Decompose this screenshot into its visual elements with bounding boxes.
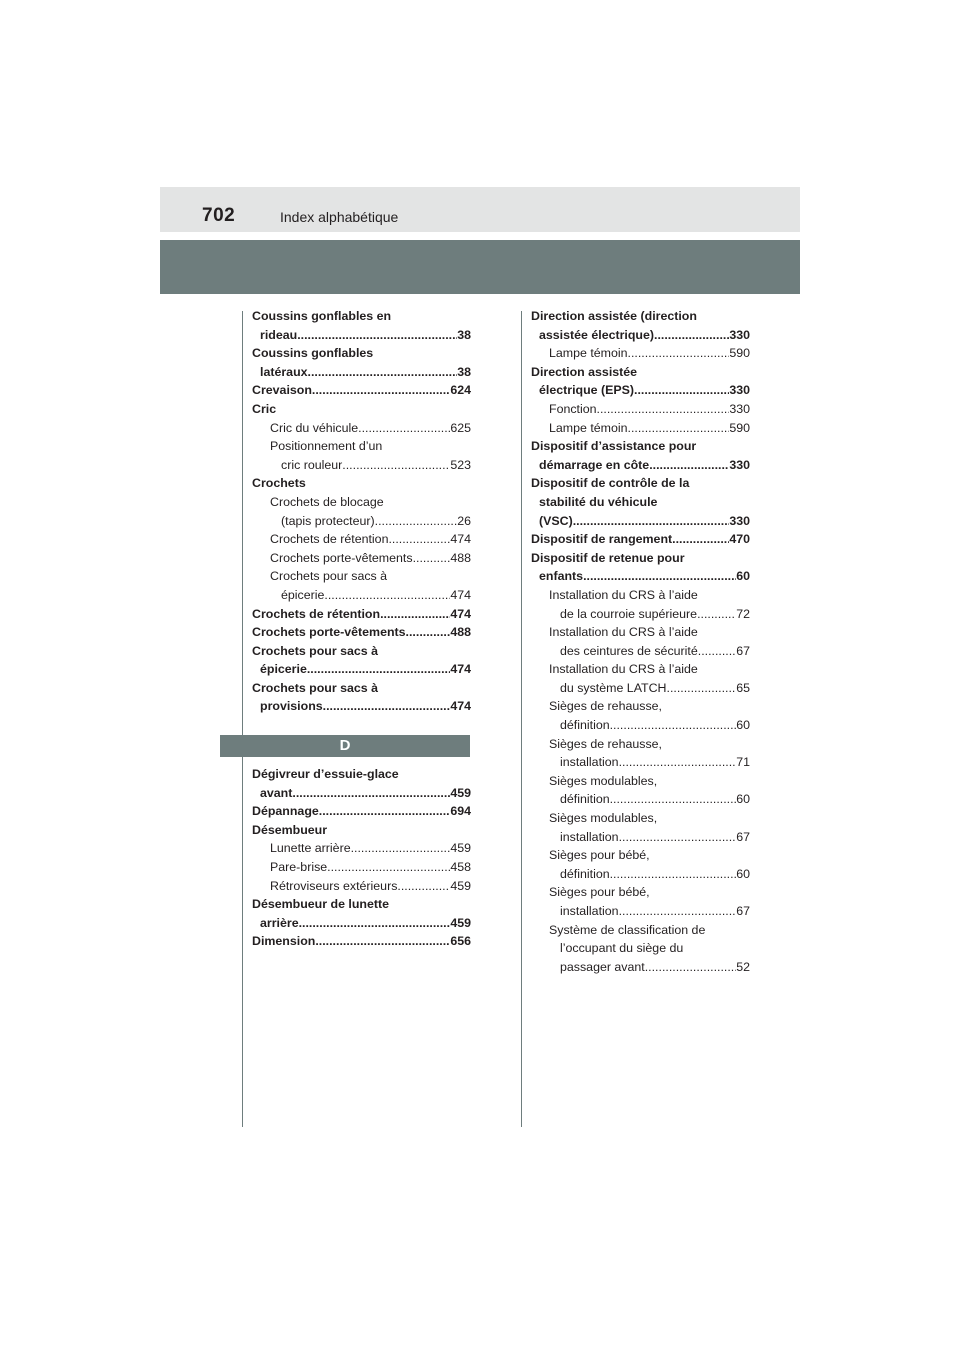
- dot-leader: [573, 512, 730, 531]
- entry-text: Dégivreur d’essuie-glace: [252, 767, 399, 782]
- page-reference: 60: [736, 718, 750, 733]
- entry-text: Désembueur: [252, 822, 328, 837]
- page-number: 702: [202, 205, 236, 226]
- entry-text: Installation du CRS à l’aide: [549, 662, 698, 677]
- header-bar: [160, 187, 800, 232]
- dot-leader: [312, 381, 450, 400]
- dot-leader: [297, 326, 457, 345]
- entry-line: [252, 530, 471, 549]
- entry-text: installation: [560, 904, 619, 918]
- index-subentry: [531, 586, 750, 623]
- entry-text: Sièges de rehausse,: [549, 699, 662, 714]
- index-entry: [252, 642, 471, 679]
- page-reference: 474: [450, 662, 471, 677]
- index-subentry: [252, 419, 471, 438]
- entry-line: [252, 456, 471, 475]
- entry-text: Dispositif de retenue pour: [531, 550, 685, 565]
- dot-leader: [649, 456, 729, 475]
- entry-line: [531, 623, 750, 642]
- page-reference: 459: [450, 878, 471, 893]
- dot-leader: [315, 932, 450, 951]
- dot-leader: [380, 605, 450, 624]
- entry-line: [252, 877, 471, 896]
- entry-line: [531, 567, 750, 586]
- entry-line: [252, 437, 471, 456]
- entry-text: Crevaison: [252, 383, 312, 398]
- dot-leader: [358, 419, 450, 438]
- page-reference: 488: [450, 550, 471, 565]
- entry-text: Rétroviseurs extérieurs: [270, 878, 398, 893]
- entry-text: assistée électrique): [539, 327, 655, 342]
- index-subentry: [531, 883, 750, 920]
- entry-text: épicerie: [281, 587, 325, 602]
- entry-line: [252, 642, 471, 661]
- index-entry: [531, 549, 750, 586]
- entry-line: [531, 790, 750, 809]
- page-reference: 60: [736, 569, 750, 584]
- entry-text: Sièges pour bébé,: [549, 885, 650, 900]
- index-subentry: [531, 809, 750, 846]
- entry-line: [531, 921, 750, 940]
- dot-leader: [619, 753, 737, 772]
- entry-line: [531, 846, 750, 865]
- page-reference: 590: [729, 420, 750, 435]
- page-reference: 330: [729, 457, 750, 472]
- entry-line: [252, 326, 471, 345]
- entry-line: [531, 307, 750, 326]
- index-entry: [252, 474, 471, 493]
- index-subentry: [531, 735, 750, 772]
- entry-line: [531, 772, 750, 791]
- entry-line: [531, 344, 750, 363]
- page-reference: 26: [457, 513, 471, 528]
- entry-text: Sièges modulables,: [549, 811, 658, 826]
- index-subentry: [252, 877, 471, 896]
- index-subentry: [252, 530, 471, 549]
- page-reference: 470: [729, 532, 750, 547]
- page-reference: 523: [450, 457, 471, 472]
- page-reference: 67: [736, 643, 750, 658]
- entry-line: [252, 605, 471, 624]
- left-column-rule: [242, 311, 243, 1127]
- entry-text: (VSC): [539, 513, 573, 528]
- entry-text: Crochets porte-vêtements: [270, 550, 413, 565]
- entry-text: installation: [560, 755, 619, 770]
- entry-line: [252, 493, 471, 512]
- index-entry: [252, 932, 471, 951]
- entry-line: [531, 400, 750, 419]
- entry-line: [252, 697, 471, 716]
- entry-text: du système LATCH: [560, 680, 667, 695]
- dot-leader: [597, 400, 730, 419]
- entry-text: Sièges pour bébé,: [549, 848, 650, 863]
- page-reference: 474: [450, 606, 471, 621]
- entry-text: Lampe témoin: [549, 420, 628, 435]
- page-reference: 67: [736, 829, 750, 844]
- page-reference: 38: [457, 364, 471, 379]
- index-entry: [252, 344, 471, 381]
- dot-leader: [324, 586, 450, 605]
- entry-line: [252, 474, 471, 493]
- entry-line: [252, 784, 471, 803]
- entry-text: Crochets pour sacs à: [252, 643, 379, 658]
- page-reference: 67: [736, 904, 750, 918]
- entry-text: Dépannage: [252, 804, 319, 819]
- entry-line: [531, 642, 750, 661]
- index-entry: [531, 437, 750, 474]
- entry-text: Positionnement d’un: [270, 439, 383, 454]
- entry-line: [252, 623, 471, 642]
- entry-text: définition: [560, 866, 610, 881]
- entry-text: définition: [560, 718, 610, 733]
- index-subentry: [531, 772, 750, 809]
- entry-line: [531, 586, 750, 605]
- dot-leader: [406, 623, 451, 642]
- entry-text: Installation du CRS à l’aide: [549, 587, 698, 602]
- dot-leader: [610, 865, 737, 884]
- entry-line: [252, 419, 471, 438]
- index-subentry: [531, 623, 750, 660]
- dot-leader: [628, 419, 730, 438]
- entry-line: [252, 586, 471, 605]
- index-entry: [531, 307, 750, 344]
- entry-text: Sièges de rehausse,: [549, 736, 662, 751]
- entry-text: Crochets de blocage: [270, 494, 384, 509]
- entry-text: Coussins gonflables en: [252, 309, 392, 323]
- entry-line: [531, 716, 750, 735]
- index-subentry: [252, 567, 471, 604]
- entry-line: [252, 802, 471, 821]
- entry-line: [252, 344, 471, 363]
- index-subentry: [531, 921, 750, 977]
- entry-text: enfants: [539, 569, 584, 584]
- dot-leader: [413, 549, 451, 568]
- page-reference: 65: [736, 680, 750, 695]
- entry-text: Crochets de rétention: [252, 606, 381, 621]
- entry-text: Direction assistée: [531, 364, 638, 379]
- entry-text: Désembueur de lunette: [252, 897, 390, 912]
- entry-text: démarrage en côte: [539, 457, 650, 472]
- index-entry: [252, 307, 471, 344]
- dot-leader: [292, 784, 450, 803]
- entry-text: l’occupant du siège du: [560, 941, 684, 956]
- entry-line: [531, 437, 750, 456]
- page-reference: 60: [736, 866, 750, 881]
- index-entry: [252, 605, 471, 624]
- dot-leader: [397, 877, 450, 896]
- entry-text: Fonction: [549, 401, 597, 416]
- entry-line: [252, 660, 471, 679]
- section-title: Index alphabétique: [280, 209, 399, 225]
- entry-line: [252, 512, 471, 531]
- entry-text: Crochets porte-vêtements: [252, 625, 406, 640]
- entry-text: latéraux: [260, 364, 308, 379]
- entry-text: Dimension: [252, 934, 316, 949]
- entry-line: [531, 605, 750, 624]
- index-subentry: [252, 839, 471, 858]
- dot-leader: [628, 344, 730, 363]
- page-reference: 590: [729, 346, 750, 361]
- entry-text: rideau: [260, 327, 298, 342]
- dot-leader: [667, 679, 737, 698]
- page-reference: 624: [450, 383, 471, 398]
- entry-line: [531, 679, 750, 698]
- dot-leader: [698, 642, 736, 661]
- index-subentry: [531, 344, 750, 363]
- entry-line: [252, 895, 471, 914]
- page-reference: 72: [736, 606, 750, 621]
- entry-line: [531, 549, 750, 568]
- entry-line: [531, 735, 750, 754]
- index-entry: [531, 530, 750, 549]
- entry-line: [531, 753, 750, 772]
- entry-line: [531, 381, 750, 400]
- entry-text: passager avant.: [560, 959, 649, 974]
- page-reference: 330: [729, 327, 750, 342]
- index-column-right: [531, 307, 750, 976]
- entry-text: Crochets pour sacs à: [270, 569, 388, 584]
- entry-text: installation: [560, 829, 619, 844]
- dot-leader: [308, 363, 458, 382]
- entry-text: de la courroie supérieure: [560, 606, 698, 621]
- page-reference: 459: [450, 915, 471, 930]
- page-reference: 656: [450, 934, 471, 949]
- entry-text: Coussins gonflables: [252, 346, 374, 361]
- index-entry: [252, 623, 471, 642]
- entry-line: [531, 939, 750, 958]
- dot-leader: [648, 958, 736, 977]
- entry-text: provisions: [260, 699, 323, 714]
- page-reference: 694: [450, 804, 471, 819]
- entry-text: avant: [260, 785, 293, 800]
- entry-text: Lunette arrière: [270, 841, 351, 856]
- index-entry: [252, 400, 471, 419]
- index-entry: [252, 802, 471, 821]
- entry-text: électrique (EPS): [539, 383, 635, 398]
- section-letter-bar: D: [220, 735, 470, 757]
- index-subentry: [252, 858, 471, 877]
- page-reference: 38: [457, 327, 471, 342]
- entry-line: [531, 697, 750, 716]
- page-reference: 474: [450, 587, 471, 602]
- entry-line: [252, 307, 471, 326]
- entry-line: [531, 660, 750, 679]
- entry-text: Installation du CRS à l’aide: [549, 625, 698, 640]
- page-reference: 459: [450, 841, 471, 856]
- entry-line: [531, 456, 750, 475]
- page-reference: 458: [450, 860, 471, 875]
- entry-line: [252, 549, 471, 568]
- dot-leader: [342, 456, 450, 475]
- dot-leader: [351, 839, 451, 858]
- entry-text: Crochets de rétention: [270, 532, 389, 547]
- dot-leader: [654, 326, 729, 345]
- index-subentry: [531, 697, 750, 734]
- entry-line: [531, 883, 750, 902]
- entry-line: [252, 932, 471, 951]
- page-reference: 488: [450, 625, 471, 640]
- header-band: [160, 240, 800, 294]
- index-subentry: [531, 846, 750, 883]
- entry-text: épicerie.: [260, 662, 311, 677]
- index-entry: [252, 381, 471, 400]
- dot-leader: [610, 716, 737, 735]
- index-entry: [531, 474, 750, 530]
- entry-text: Dispositif d’assistance pour: [531, 439, 697, 454]
- dot-leader: [610, 790, 737, 809]
- dot-leader: [375, 512, 458, 531]
- entry-line: [531, 493, 750, 512]
- index-subentry: [531, 419, 750, 438]
- entry-line: [531, 828, 750, 847]
- entry-text: Cric du véhicule: [270, 420, 359, 435]
- middle-column-rule: [521, 311, 522, 1127]
- page-reference: 474: [450, 699, 471, 714]
- entry-text: Sièges modulables,: [549, 773, 658, 788]
- entry-text: Dispositif de rangement: [531, 532, 673, 547]
- entry-line: [252, 679, 471, 698]
- entry-text: Dispositif de contrôle de la: [531, 476, 690, 491]
- dot-leader: [672, 530, 729, 549]
- entry-text: cric rouleur: [281, 457, 343, 472]
- entry-line: [531, 363, 750, 382]
- entry-text: Lampe témoin: [549, 346, 628, 361]
- entry-text: Système de classification de: [549, 922, 706, 937]
- dot-leader: [697, 605, 736, 624]
- entry-text: Crochets: [252, 476, 306, 491]
- entry-line: [531, 419, 750, 438]
- page-reference: 459: [450, 785, 471, 800]
- entry-line: [252, 363, 471, 382]
- dot-leader: [619, 902, 737, 921]
- entry-text: Direction assistée (direction: [531, 309, 697, 323]
- entry-line: [252, 567, 471, 586]
- entry-text: définition: [560, 792, 610, 807]
- index-column-left: [252, 307, 471, 951]
- entry-text: des ceintures de sécurité: [560, 643, 698, 658]
- entry-line: [531, 512, 750, 531]
- index-entry: [531, 363, 750, 400]
- index-subentry: [531, 400, 750, 419]
- dot-leader: [310, 660, 450, 679]
- index-entry: [252, 821, 471, 840]
- entry-text: arrière: [260, 915, 299, 930]
- entry-line: [531, 902, 750, 921]
- index-subentry: [531, 660, 750, 697]
- dot-leader: [299, 914, 451, 933]
- dot-leader: [583, 567, 736, 586]
- dot-leader: [319, 802, 451, 821]
- dot-leader: [619, 828, 737, 847]
- page-reference: 52: [736, 959, 750, 974]
- entry-line: [252, 765, 471, 784]
- page-reference: 71: [736, 755, 750, 770]
- index-subentry: [252, 549, 471, 568]
- entry-line: [252, 400, 471, 419]
- dot-leader: [323, 697, 451, 716]
- entry-line: [531, 474, 750, 493]
- entry-text: Cric: [252, 401, 277, 416]
- index-entry: [252, 895, 471, 932]
- entry-line: [531, 958, 750, 977]
- page-reference: 625: [450, 420, 471, 435]
- index-subentry: [252, 437, 471, 474]
- index-subentry: [252, 493, 471, 530]
- entry-line: [252, 858, 471, 877]
- entry-line: [531, 326, 750, 345]
- page-reference: 330: [729, 513, 750, 528]
- entry-line: [531, 809, 750, 828]
- dot-leader: [634, 381, 729, 400]
- entry-line: [531, 530, 750, 549]
- page-reference: 60: [736, 792, 750, 807]
- entry-text: (tapis protecteur): [281, 513, 375, 528]
- entry-text: Crochets pour sacs à: [252, 680, 379, 695]
- index-entry: [252, 765, 471, 802]
- page-reference: 330: [729, 383, 750, 398]
- page-reference: 474: [450, 532, 471, 547]
- entry-line: [252, 914, 471, 933]
- dot-leader: [327, 858, 450, 877]
- entry-line: [252, 821, 471, 840]
- entry-line: [252, 839, 471, 858]
- entry-line: [252, 381, 471, 400]
- entry-line: [531, 865, 750, 884]
- index-entry: [252, 679, 471, 716]
- entry-text: Pare-brise: [270, 860, 328, 875]
- entry-text: stabilité du véhicule: [539, 494, 658, 509]
- dot-leader: [388, 530, 450, 549]
- page-reference: 330: [729, 401, 750, 416]
